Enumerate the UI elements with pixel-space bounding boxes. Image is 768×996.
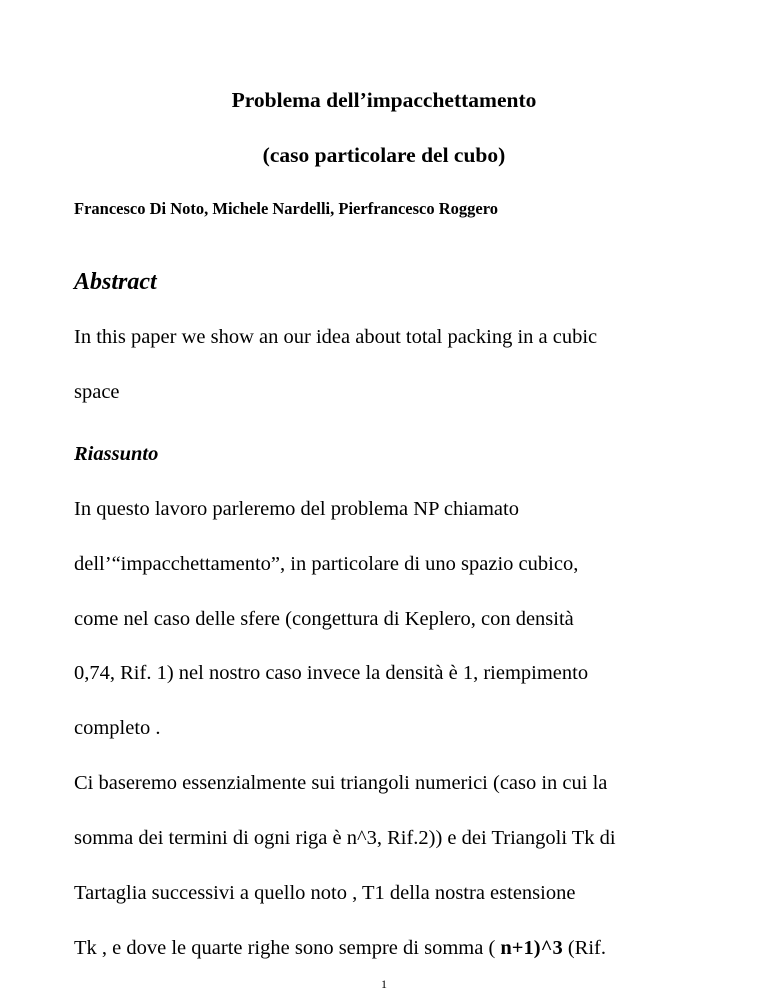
riassunto-heading: Riassunto <box>74 443 159 465</box>
author-list: Francesco Di Noto, Michele Nardelli, Pierfrancesco Roggero <box>74 199 498 218</box>
abstract-line: In this paper we show an our idea about total packing in a cubic <box>74 326 598 348</box>
page-number: 1 <box>381 977 387 991</box>
riassunto-bold-formula: n+1)^3 <box>500 937 563 959</box>
riassunto-line: Tartaglia successivi a quello noto , T1 della nostra estensione <box>74 882 576 904</box>
riassunto-line: Ci baseremo essenzialmente sui triangoli numerici (caso in cui la <box>74 772 608 794</box>
riassunto-last-line <box>74 936 606 960</box>
abstract-line: space <box>74 381 120 403</box>
riassunto-line: In questo lavoro parleremo del problema NP chiamato <box>74 498 519 520</box>
riassunto-line: dell’“impacchettamento”, in particolare di uno spazio cubico, <box>74 553 579 575</box>
abstract-heading: Abstract <box>74 269 157 295</box>
riassunto-last-line-end: (Rif. <box>562 937 607 959</box>
riassunto-last-line-start: Tk , e dove le quarte righe sono sempre di somma ( <box>74 937 501 959</box>
riassunto-line: somma dei termini di ogni riga è n^3, Rif.2)) e dei Triangoli Tk di <box>74 827 616 849</box>
paper-title: Problema dell’impacchettamento <box>231 88 537 112</box>
riassunto-line: come nel caso delle sfere (congettura di Keplero, con densità <box>74 608 574 630</box>
riassunto-line: completo . <box>74 717 161 739</box>
paper-subtitle: (caso particolare del cubo) <box>262 143 506 167</box>
riassunto-line: 0,74, Rif. 1) nel nostro caso invece la densità è 1, riempimento <box>74 662 589 684</box>
